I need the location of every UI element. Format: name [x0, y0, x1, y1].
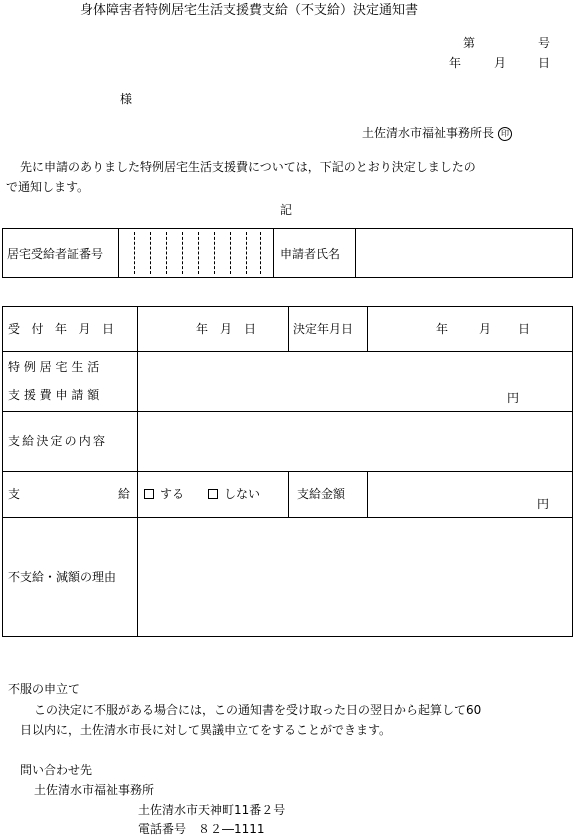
- contact-phone: 電話番号 ８２―1111: [138, 822, 265, 836]
- decision-date-label: 決定年月日: [293, 322, 354, 336]
- paragraph-line-1: 先に申請のありました特例居宅生活支援費については，下記のとおり決定しましたの: [20, 160, 476, 174]
- applicant-name-label: 申請者氏名: [280, 247, 341, 261]
- option-not-label: しない: [224, 487, 261, 501]
- recipient-suffix: 様: [120, 92, 133, 106]
- digit-separator: [134, 232, 135, 274]
- document-title: 身体障害者特例居宅生活支援費支給（不支給）決定通知書: [80, 3, 419, 18]
- digit-separator: [214, 232, 215, 274]
- contact-heading: 問い合わせ先: [20, 763, 93, 777]
- receipt-date-value: 年 月 日: [196, 322, 257, 336]
- id-table-divider: [118, 228, 119, 278]
- digit-separator: [182, 232, 183, 274]
- application-amount-label-2: 支援費申請額: [8, 388, 104, 402]
- option-not[interactable]: [208, 487, 260, 501]
- id-table-divider: [355, 228, 356, 278]
- digit-separator: [166, 232, 167, 274]
- appeal-line-1: この決定に不服がある場合には，この通知書を受け取った日の翌日から起算して60: [34, 703, 482, 717]
- decision-month: 月: [479, 322, 492, 336]
- appeal-heading: 不服の申立て: [8, 682, 81, 696]
- ki-label: 記: [280, 203, 293, 217]
- contact-office: 土佐清水市福祉事務所: [34, 783, 155, 797]
- payment-label-right: 給: [118, 487, 131, 501]
- receipt-row-divider: [288, 306, 289, 351]
- number-prefix: 第: [463, 36, 476, 50]
- checkbox-icon[interactable]: [144, 489, 154, 499]
- paragraph-line-2: で通知します。: [6, 180, 90, 194]
- date-year: 年: [449, 56, 462, 70]
- date-month: 月: [494, 56, 507, 70]
- payment-row-divider: [367, 471, 368, 517]
- payment-amount-label: 支給金額: [297, 487, 346, 501]
- digit-separator: [230, 232, 231, 274]
- sender-name: 土佐清水市福祉事務所長: [362, 126, 495, 140]
- row-divider: [2, 351, 573, 352]
- seal-mark: 印: [498, 127, 512, 141]
- application-amount-label-1: 特例居宅生活: [8, 360, 104, 374]
- contact-address: 土佐清水市天神町11番２号: [138, 803, 286, 817]
- receipt-date-label: 受 付 年 月 日: [8, 322, 118, 336]
- option-do[interactable]: [144, 487, 184, 501]
- payment-label-left: 支: [8, 487, 21, 501]
- checkbox-icon[interactable]: [208, 489, 218, 499]
- id-table-divider: [273, 228, 274, 278]
- row-divider: [2, 517, 573, 518]
- digit-separator: [260, 232, 261, 274]
- sender: [362, 126, 512, 141]
- option-do-label: する: [160, 487, 185, 501]
- number-suffix: 号: [538, 36, 551, 50]
- yen-unit-2: 円: [537, 497, 550, 511]
- receipt-row-divider: [367, 306, 368, 351]
- digit-separator: [150, 232, 151, 274]
- digit-separator: [198, 232, 199, 274]
- reason-label: 不支給・減額の理由: [8, 570, 117, 584]
- cert-number-label: 居宅受給者証番号: [7, 247, 104, 261]
- digit-separator: [246, 232, 247, 274]
- date-day: 日: [538, 56, 551, 70]
- row-divider: [2, 411, 573, 412]
- appeal-line-2: 日以内に，土佐清水市長に対して異議申立てをすることができます。: [20, 723, 392, 737]
- yen-unit-1: 円: [507, 391, 520, 405]
- decision-content-label: 支給決定の内容: [8, 434, 108, 448]
- decision-year: 年: [436, 322, 449, 336]
- payment-row-divider: [288, 471, 289, 517]
- decision-day: 日: [518, 322, 531, 336]
